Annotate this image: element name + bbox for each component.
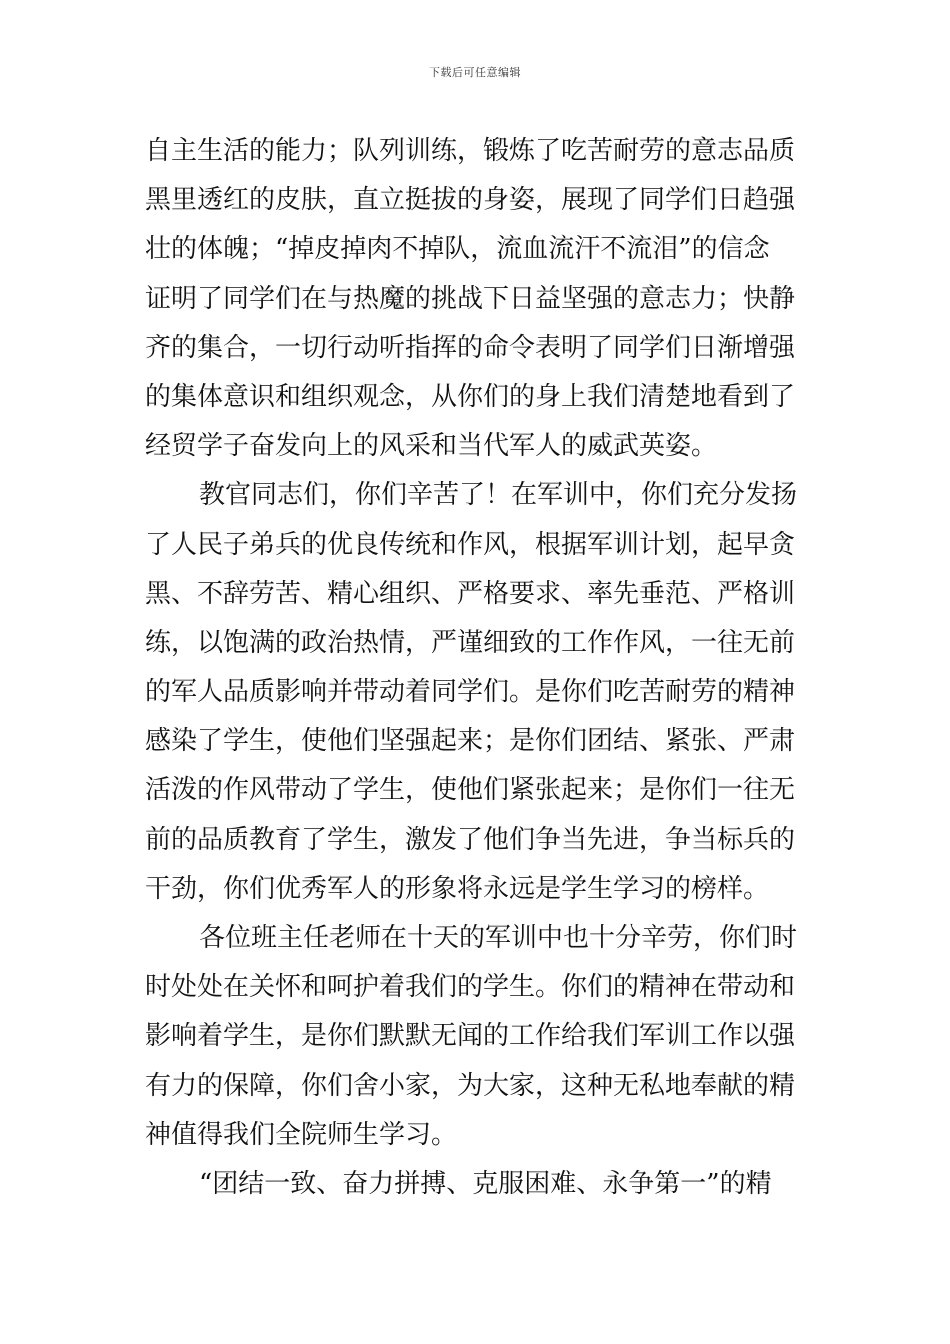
body-line: 干劲，你们优秀军人的形象将永远是学生学习的榜样。	[145, 873, 770, 904]
body-line: 自主生活的能力；队列训练，锻炼了吃苦耐劳的意志品质	[145, 136, 796, 166]
body-line: 了人民子弟兵的优良传统和作风，根据军训计划，起早贪	[145, 529, 796, 560]
body-line: 证明了同学们在与热魔的挑战下日益坚强的意志力；快静	[145, 283, 796, 314]
body-line: 的军人品质影响并带动着同学们。是你们吃苦耐劳的精神	[145, 677, 796, 708]
paragraph-first-line: “团结一致、奋力拼搏、克服困难、永争第一”的精	[199, 1168, 772, 1199]
body-line: 时处处在关怀和呵护着我们的学生。你们的精神在带动和	[145, 972, 796, 1003]
body-line: 前的品质教育了学生，激发了他们争当先进，争当标兵的	[145, 824, 796, 855]
body-line: 黑、不辞劳苦、精心组织、严格要求、率先垂范、严格训	[145, 578, 796, 609]
page-header: 下载后可任意编辑	[429, 66, 521, 79]
body-line: 活泼的作风带动了学生，使他们紧张起来；是你们一往无	[145, 775, 796, 806]
body-line: 齐的集合，一切行动听指挥的命令表明了同学们日渐增强	[145, 332, 796, 363]
body-line: 的集体意识和组织观念，从你们的身上我们清楚地看到了	[145, 381, 796, 412]
body-line: 感染了学生，使他们坚强起来；是你们团结、紧张、严肃	[145, 726, 796, 757]
body-line: 影响着学生，是你们默默无闻的工作给我们军训工作以强	[145, 1021, 796, 1052]
body-line: 黑里透红的皮肤，直立挺拔的身姿，展现了同学们日趋强	[145, 185, 796, 216]
body-line: 经贸学子奋发向上的风采和当代军人的威武英姿。	[145, 431, 718, 462]
paragraph-first-line: 教官同志们，你们辛苦了！在军训中，你们充分发扬	[199, 480, 798, 511]
body-line: 练，以饱满的政治热情，严谨细致的工作作风，一往无前	[145, 627, 796, 658]
paragraph-first-line: 各位班主任老师在十天的军训中也十分辛劳，你们时	[199, 923, 798, 953]
document-body	[145, 127, 810, 1209]
body-line: 有力的保障，你们舍小家，为大家，这种无私地奉献的精	[145, 1070, 796, 1101]
body-line: 神值得我们全院师生学习。	[145, 1119, 458, 1150]
body-line: 壮的体魄；“掉皮掉肉不掉队，流血流汗不流泪”的信念	[145, 234, 770, 265]
